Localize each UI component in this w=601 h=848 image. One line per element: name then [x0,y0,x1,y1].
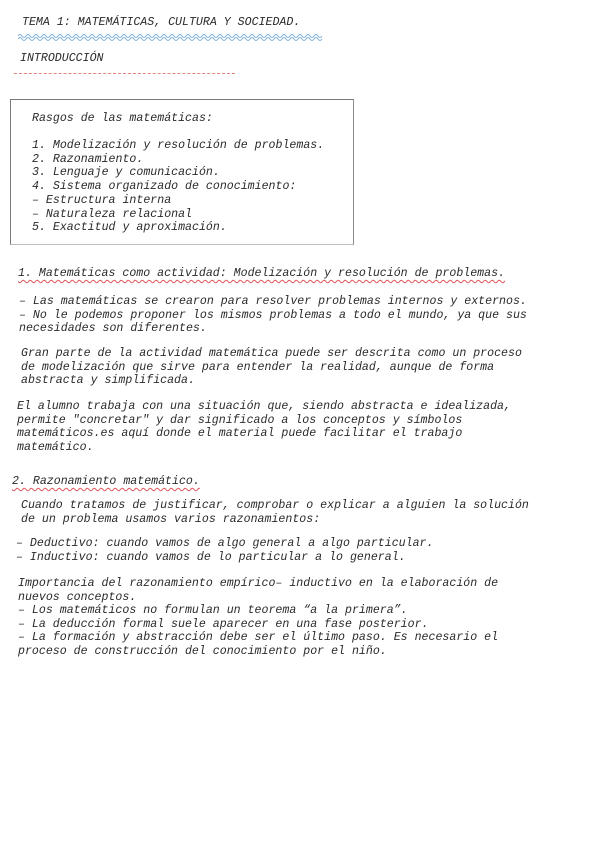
paragraph-line: matemáticos.es aquí donde el material puede facilitar el trabajo [17,427,463,441]
section2-paragraph-2 [18,577,498,659]
paragraph-line: necesidades son diferentes. [19,322,207,336]
paragraph-line: de un problema usamos varios razonamientos: [21,512,321,526]
box-item: 5. Exactitud y aproximación. [32,221,227,234]
paragraph-line: nuevos conceptos. [18,590,137,604]
box-heading: Rasgos de las matemáticas: [32,112,213,125]
paragraph-line: – Inductivo: cuando vamos de lo particular a lo general. [16,550,406,564]
section1-bullets [19,295,527,336]
paragraph-line: – Los matemáticos no formulan un teorema “a la primera”. [18,604,408,618]
paragraph-line: – Las matemáticas se crearon para resolver problemas internos y externos. [19,295,527,308]
paragraph-line: Importancia del razonamiento empírico– inductivo en la elaboración de [18,577,499,590]
paragraph-line: Gran parte de la actividad matemática puede ser descrita como un proceso [21,347,522,360]
paragraph-line: – No le podemos proponer los mismos problemas a todo el mundo, ya que sus [19,308,527,322]
section1-paragraph-1 [21,347,522,388]
box-item: – Estructura interna [32,194,172,207]
paragraph-line: El alumno trabaja con una situación que, siendo abstracta e idealizada, [17,400,511,413]
section1-heading: 1. Matemáticas como actividad: Modelización y resolución de problemas. [18,267,506,280]
section1-paragraph-2 [17,400,511,454]
box-item: 4. Sistema organizado de conocimiento: [32,180,297,193]
section2-bullets [16,537,433,564]
section2-paragraph-1 [21,499,529,526]
paragraph-line: permite "concretar" y dar significado a los conceptos y símbolos [17,413,463,427]
intro-divider [14,73,235,74]
paragraph-line: – La deducción formal suele aparecer en una fase posterior. [18,617,429,631]
box-item: – Naturaleza relacional [32,208,193,221]
document-title: TEMA 1: MATEMÁTICAS, CULTURA Y SOCIEDAD. [22,16,301,29]
title-wavy-underline [18,32,323,42]
section2-heading: 2. Razonamiento matemático. [12,475,200,488]
paragraph-line: proceso de construcción del conocimiento por el niño. [18,644,387,658]
box-item: 1. Modelización y resolución de problemas. [32,139,325,152]
intro-heading: INTRODUCCIÓN [20,52,104,65]
features-box [10,99,354,245]
paragraph-line: – La formación y abstracción debe ser el último paso. Es necesario el [18,631,499,645]
paragraph-line: – Deductivo: cuando vamos de algo general a algo particular. [16,537,434,550]
box-item: 3. Lenguaje y comunicación. [32,166,220,179]
paragraph-line: de modelización que sirve para entender la realidad, aunque de forma [21,360,495,374]
paragraph-line: Cuando tratamos de justificar, comprobar o explicar a alguien la solución [21,499,529,512]
box-item: 2. Razonamiento. [32,153,144,166]
paragraph-line: matemático. [17,440,94,454]
paragraph-line: abstracta y simplificada. [21,374,195,388]
